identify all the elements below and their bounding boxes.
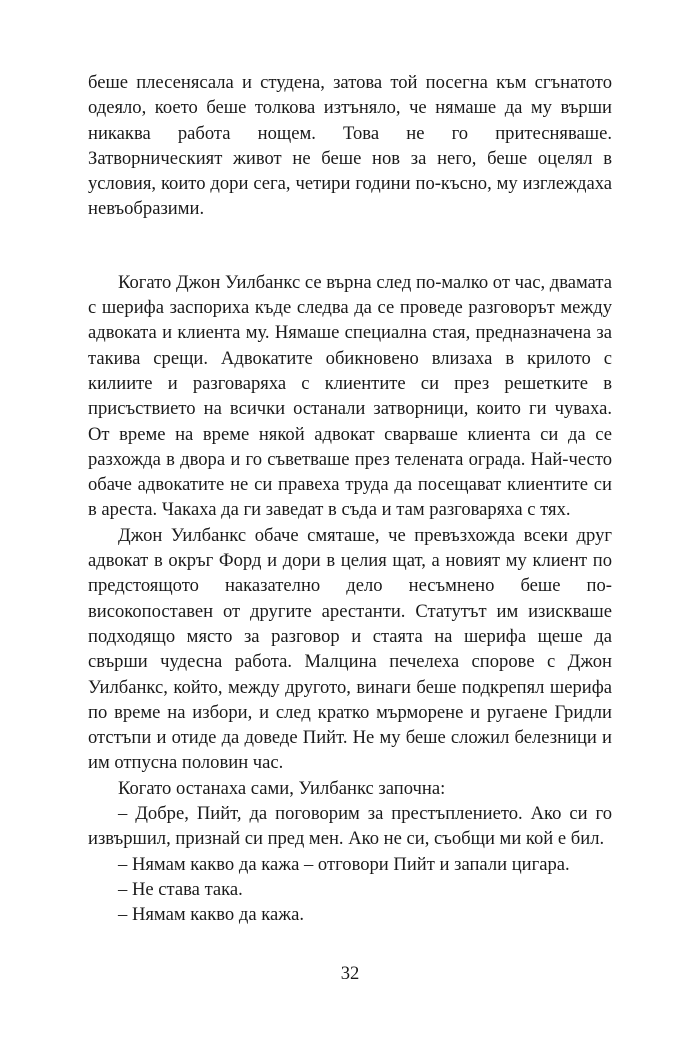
dialogue-line: – Нямам какво да кажа. xyxy=(118,904,304,926)
dialogue-line: – Не става така. xyxy=(118,878,243,900)
book-page xyxy=(88,70,612,928)
section-break xyxy=(88,222,612,270)
page-number: 32 xyxy=(340,963,360,984)
dialogue-line: – Добре, Пийт, да поговорим за престъплението. Ако си го извършил, признай си пред мен. Ако не си, съобщи ми кой е бил. xyxy=(88,803,612,850)
paragraph-continued: беше плесенясала и студена, затова той посегна към сгънатото одеяло, което беше толкова изтъняло, че нямаше да му върши никаква работа нощем. Това не го притесняваше. Затворническият живот не беше нов за него, беше оцелял в условия, които дори сега, четири години по-късно, му изглеждаха невъобразими. xyxy=(88,72,612,220)
dialogue-line: – Нямам какво да кажа – отговори Пийт и запали цигара. xyxy=(118,853,570,875)
paragraph: Когато останаха сами, Уилбанкс започна: xyxy=(118,777,446,799)
paragraph: Джон Уилбанкс обаче смяташе, че превъзхожда всеки друг адвокат в окръг Форд и дори в целия щат, а новият му клиент по предстоящото наказателно дело несъмнено беше по-високопоставен от другите арестанти. Статутът им изискваше подходящо място за разговор и стаята на шерифа щеше да свърши чудесна работа. Малцина печелеха спорове с Джон Уилбанкс, който, между другото, винаги беше подкрепял шерифа по време на избори, и след кратко мърморене и ругаене Гридли отстъпи и отиде да доведе Пийт. Не му беше сложил белезници и им отпусна половин час. xyxy=(88,524,612,774)
paragraph: Когато Джон Уилбанкс се върна след по-малко от час, двамата с шерифа заспориха къде следва да се проведе разговорът между адвоката и клиента му. Нямаше специална стая, предназначена за такива срещи. Адвокатите обикновено влизаха в крилото с килиите и разговаряха с клиентите си през решетките в присъствието на всички останали затворници, които ги чуваха. От време на време някой адвокат сварваше клиента си да се разхожда в двора и го съветваше през телената ограда. Най-често обаче адвокатите не си правеха труда да посещават клиентите си в ареста. Чакаха да ги заведат в съда и там разговаряха с тях. xyxy=(88,271,613,521)
